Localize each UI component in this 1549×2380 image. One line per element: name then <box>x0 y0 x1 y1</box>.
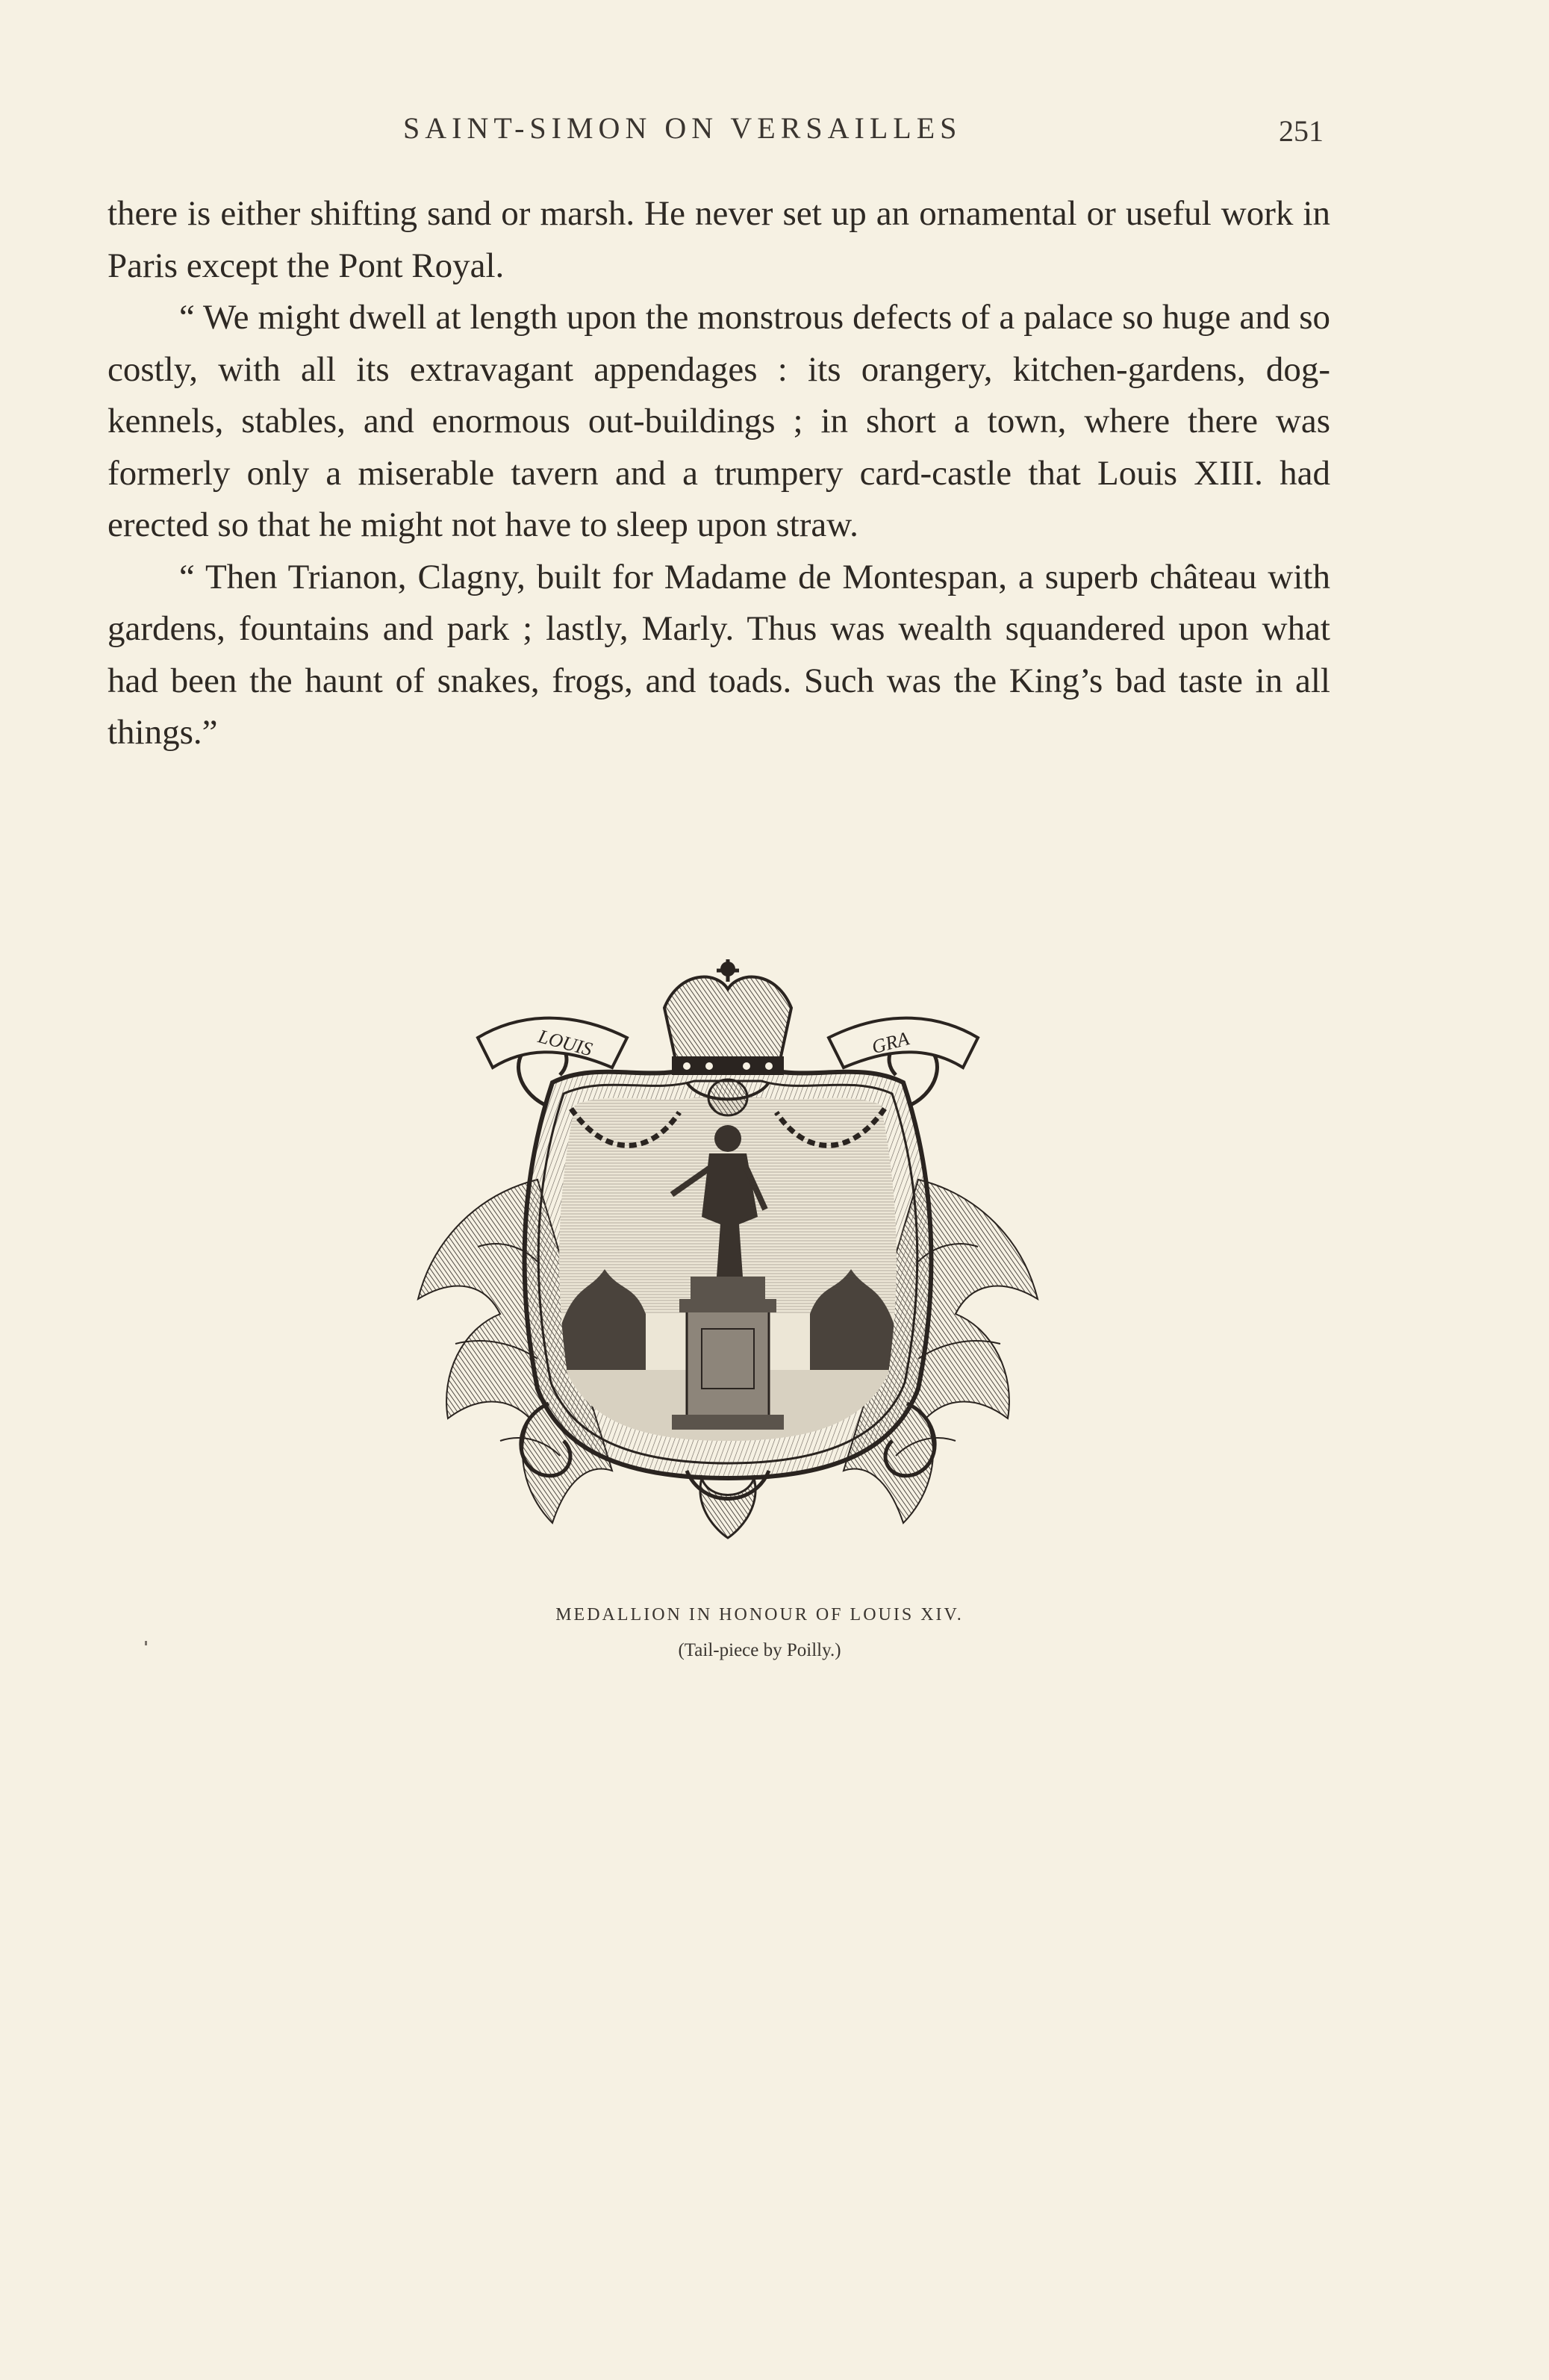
paragraph-2: “ We might dwell at length upon the monstrous defects of a palace so huge and so costly, with all its extravagant appendages : its orangery, kitchen-gardens, dog-kennels, stables, and enormous out-buildings ; in short a town, where there was formerly only a miserable tavern and a trumpery card-castle that Louis XIII. had erected so that he might not have to sleep upon straw. <box>107 298 1330 544</box>
ribbon-left-text: LOUIS <box>535 1025 595 1061</box>
paragraph-1: there is either shifting sand or marsh. He never set up an ornamental or useful work in Paris except the Pont Royal. <box>107 194 1330 285</box>
paragraph-3: “ Then Trianon, Clagny, built for Madame de Montespan, a superb château with gardens, fountains and park ; lastly, Marly. Thus was wealth squandered upon what had been the haunt of snakes, frogs, and toads. Such was the King’s bad taste in all things.” <box>107 557 1330 752</box>
ribbon-right <box>829 1018 978 1068</box>
crown-icon <box>664 959 791 1075</box>
page-number: 251 <box>1279 114 1324 148</box>
body-text <box>107 188 1330 759</box>
running-head <box>0 110 1549 155</box>
ribbon-right-text: GRA <box>869 1027 911 1059</box>
statue-scene <box>552 1090 903 1452</box>
medallion-engraving <box>388 956 1068 1575</box>
running-title: SAINT-SIMON ON VERSAILLES <box>403 111 962 145</box>
stray-ink-mark <box>145 1641 147 1645</box>
ribbon-left <box>478 1018 627 1068</box>
bottom-ornament <box>700 1478 755 1538</box>
caption-title: MEDALLION IN HONOUR OF LOUIS XIV. <box>555 1605 964 1624</box>
caption-credit: (Tail-piece by Poilly.) <box>678 1640 841 1660</box>
medallion-illustration <box>388 956 1068 1575</box>
